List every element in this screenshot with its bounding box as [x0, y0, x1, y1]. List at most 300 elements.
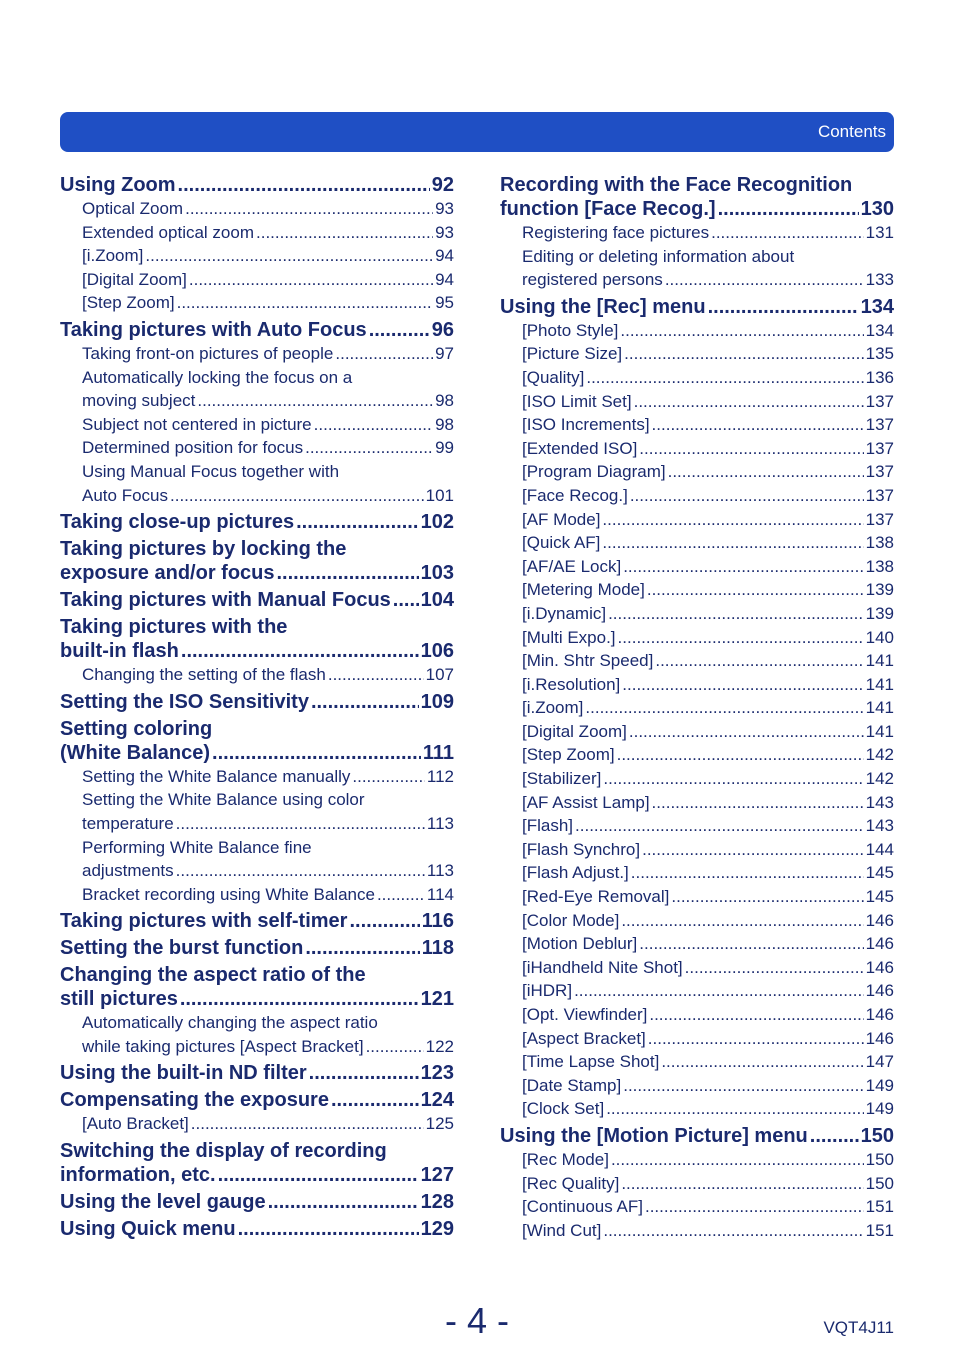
toc-entry-minor[interactable] [82, 221, 454, 245]
toc-entry-page: 106 [420, 640, 454, 663]
dot-leader [647, 578, 864, 602]
toc-entry-title: [Time Lapse Shot] [522, 1052, 660, 1072]
toc-entry-title: [Opt. Viewfinder] [522, 1005, 648, 1024]
dot-leader [603, 767, 863, 791]
toc-entry-minor[interactable] [522, 437, 894, 461]
dot-leader [180, 987, 419, 1011]
dot-leader [191, 1112, 424, 1136]
dot-leader [708, 295, 859, 319]
toc-entry-minor[interactable] [522, 555, 894, 579]
toc-entry-title: [Quality] [522, 367, 585, 387]
toc-entry-page: 93 [435, 199, 454, 218]
toc-entry-page: 107 [425, 665, 454, 685]
toc-entry-page: 144 [865, 839, 894, 859]
toc-entry-major[interactable] [500, 1121, 894, 1148]
dot-leader [311, 690, 419, 714]
toc-entry-title: [Flash Adjust.] [522, 863, 629, 883]
toc-entry-title: adjustments [82, 861, 174, 881]
dot-leader [145, 244, 433, 268]
toc-entry-page: 102 [420, 511, 454, 534]
dot-leader [305, 936, 419, 960]
toc-entry-minor[interactable] [82, 460, 454, 507]
toc-entry-minor[interactable] [522, 1148, 894, 1172]
toc-entry-title: Determined position for focus [82, 438, 304, 458]
toc-entry-page: 146 [865, 1028, 894, 1048]
toc-entry-title: [Auto Bracket] [82, 1114, 189, 1134]
toc-entry-page: 147 [865, 1052, 894, 1072]
toc-entry-page: 141 [865, 721, 894, 741]
document-code: VQT4J11 [823, 1318, 894, 1337]
dot-leader [177, 291, 433, 315]
toc-entry-title: Using Quick menu [60, 1218, 236, 1241]
toc-entry-minor[interactable] [82, 836, 454, 883]
toc-entry-major[interactable] [60, 933, 454, 960]
toc-entry-title: [iHDR] [522, 981, 573, 1001]
toc-entry-page: 141 [865, 674, 894, 694]
toc-entry-page: 137 [865, 438, 894, 458]
toc-entry-minor[interactable] [522, 626, 894, 650]
toc-entry-page: 142 [865, 745, 894, 765]
toc-entry-page: 94 [435, 269, 454, 289]
toc-entry-major[interactable] [60, 1214, 454, 1241]
toc-entry-page: 145 [865, 863, 894, 883]
toc-entry-minor[interactable] [522, 484, 894, 508]
toc-entry-minor[interactable] [522, 342, 894, 366]
toc-entry-page: 98 [435, 414, 454, 434]
toc-entry-minor[interactable] [522, 1027, 894, 1051]
toc-entry-page: 94 [435, 246, 454, 266]
toc-entry-title: (White Balance) [60, 741, 211, 764]
dot-leader [661, 1050, 863, 1074]
toc-entry-page: 124 [420, 1089, 454, 1112]
toc-entry-major[interactable] [500, 170, 894, 221]
toc-entry-minor[interactable] [522, 1219, 894, 1243]
toc-entry-page: 142 [865, 769, 894, 789]
dot-leader [176, 812, 425, 836]
toc-entry-page: 146 [865, 981, 894, 1001]
toc-entry-title: [i.Zoom] [82, 246, 144, 266]
toc-entry-minor[interactable] [82, 765, 454, 789]
dot-leader [639, 932, 863, 956]
dot-leader [212, 741, 421, 765]
toc-right-column [500, 170, 894, 1242]
toc-entry-page: 131 [865, 223, 894, 242]
toc-entry-page: 139 [865, 603, 894, 623]
toc-entry-title: exposure and/or focus [60, 562, 275, 585]
dot-leader [393, 588, 419, 612]
dot-leader [634, 390, 864, 414]
toc-entry-minor[interactable] [82, 883, 454, 907]
toc-entry-page: 137 [865, 415, 894, 435]
toc-entry-title: [Step Zoom] [522, 745, 615, 765]
toc-entry-minor[interactable] [522, 460, 894, 484]
dot-leader [606, 1097, 863, 1121]
toc-entry-page: 113 [426, 813, 454, 833]
toc-entry-title: [AF Mode] [522, 509, 601, 529]
toc-entry-major[interactable] [60, 534, 454, 585]
toc-entry-title: [iHandheld Nite Shot] [522, 957, 683, 977]
toc-entry-minor[interactable] [522, 791, 894, 815]
toc-entry-page: 149 [865, 1099, 894, 1119]
dot-leader [277, 561, 419, 585]
toc-entry-title-first-line: Taking pictures by locking the [60, 538, 347, 561]
dot-leader [238, 1217, 419, 1241]
toc-entry-major[interactable] [60, 1058, 454, 1085]
toc-entry-minor[interactable] [522, 578, 894, 602]
dot-leader [352, 765, 425, 789]
toc-entry-title: Setting the burst function [60, 937, 304, 960]
toc-entry-minor[interactable] [82, 291, 454, 315]
toc-entry-title-first-line: Using Manual Focus together with [82, 461, 340, 481]
toc-entry-title: Taking pictures with self-timer [60, 910, 348, 933]
dot-leader [296, 510, 419, 534]
toc-entry-minor[interactable] [522, 390, 894, 414]
toc-entry-title: Using the level gauge [60, 1191, 266, 1214]
toc-entry-page: 146 [865, 1005, 894, 1024]
toc-entry-page: 112 [426, 766, 454, 786]
dot-leader [218, 1163, 419, 1187]
toc-entry-minor[interactable] [82, 788, 454, 835]
toc-entry-minor[interactable] [82, 268, 454, 292]
dot-leader [349, 909, 419, 933]
dot-leader [623, 555, 863, 579]
dot-leader [648, 1027, 864, 1051]
toc-entry-page: 111 [422, 741, 454, 764]
toc-entry-title: Changing the setting of the flash [82, 665, 326, 685]
toc-entry-minor[interactable] [522, 909, 894, 933]
toc-entry-page: 138 [865, 533, 894, 553]
toc-entry-page: 96 [431, 318, 454, 341]
toc-entry-minor[interactable] [522, 814, 894, 838]
dot-leader [624, 342, 863, 366]
dot-leader [268, 1190, 419, 1214]
toc-entry-title: [AF/AE Lock] [522, 556, 622, 576]
toc-entry-title: information, etc. [60, 1164, 216, 1187]
toc-entry-major[interactable] [60, 585, 454, 612]
toc-left-column [60, 170, 454, 1241]
toc-entry-title: [i.Resolution] [522, 674, 621, 694]
toc-entry-title-first-line: Recording with the Face Recognition [500, 174, 853, 196]
toc-entry-title: Setting the White Balance manually [82, 766, 351, 786]
toc-entry-title: [Motion Deblur] [522, 934, 638, 954]
toc-entry-major[interactable] [60, 906, 454, 933]
toc-entry-title-first-line: Editing or deleting information about [522, 246, 795, 266]
toc-entry-minor[interactable] [522, 1097, 894, 1121]
dot-leader [622, 673, 863, 697]
toc-entry-page: 137 [865, 509, 894, 529]
toc-entry-minor[interactable] [522, 531, 894, 555]
toc-entry-page: 113 [426, 861, 454, 881]
toc-entry-minor[interactable] [82, 663, 454, 687]
toc-entry-minor[interactable] [522, 861, 894, 885]
toc-entry-page: 130 [860, 198, 894, 220]
dot-leader [574, 979, 864, 1003]
toc-entry-title: Taking pictures with Manual Focus [60, 589, 391, 612]
toc-entry-page: 151 [865, 1197, 894, 1217]
dot-leader [629, 720, 864, 744]
toc-entry-title: [Stabilizer] [522, 769, 602, 789]
toc-entry-page: 137 [865, 391, 894, 411]
toc-entry-page: 125 [425, 1114, 454, 1134]
dot-leader [608, 602, 864, 626]
toc-entry-minor[interactable] [522, 720, 894, 744]
toc-entry-major[interactable] [60, 1085, 454, 1112]
toc-entry-title: [Rec Quality] [522, 1173, 620, 1193]
dot-leader [170, 484, 424, 508]
toc-entry-major[interactable] [60, 1187, 454, 1214]
toc-entry-page: 99 [435, 438, 454, 458]
dot-leader [305, 436, 433, 460]
dot-leader [621, 1172, 863, 1196]
dot-leader [631, 861, 864, 885]
toc-entry-page: 145 [865, 887, 894, 907]
header-bar [60, 112, 894, 152]
toc-entry-page: 137 [865, 462, 894, 482]
toc-entry-minor[interactable] [522, 649, 894, 673]
toc-entry-major[interactable] [60, 170, 454, 197]
toc-entry-minor[interactable] [522, 743, 894, 767]
dot-leader [620, 319, 863, 343]
toc-entry-title: [ISO Limit Set] [522, 391, 632, 411]
toc-entry-page: 118 [421, 937, 454, 960]
dot-leader [665, 268, 864, 292]
toc-entry-title: moving subject [82, 391, 196, 411]
toc-entry-page: 139 [865, 580, 894, 600]
toc-entry-title: temperature [82, 813, 174, 833]
toc-entry-title: Using Zoom [60, 174, 176, 196]
toc-entry-title-first-line: Setting the White Balance using color [82, 790, 365, 810]
toc-entry-minor[interactable] [522, 319, 894, 343]
toc-entry-page: 143 [865, 792, 894, 812]
dot-leader [603, 1219, 863, 1243]
dot-leader [585, 696, 863, 720]
toc-entry-title: Taking close-up pictures [60, 511, 295, 534]
dot-leader [586, 366, 863, 390]
toc-entry-page: 141 [865, 651, 894, 671]
toc-entry-page: 92 [431, 174, 454, 196]
toc-entry-minor[interactable] [522, 838, 894, 862]
dot-leader [630, 484, 864, 508]
toc-entry-major[interactable] [60, 687, 454, 714]
toc-entry-title-first-line: Switching the display of recording [60, 1140, 387, 1163]
toc-entry-page: 137 [865, 485, 894, 505]
toc-entry-title: function [Face Recog.] [500, 198, 716, 220]
toc-entry-minor[interactable] [522, 956, 894, 980]
toc-entry-title-first-line: Automatically locking the focus on a [82, 367, 353, 387]
dot-leader [314, 413, 433, 437]
dot-leader [335, 342, 433, 366]
toc-entry-page: 149 [865, 1075, 894, 1095]
toc-entry-minor[interactable] [522, 932, 894, 956]
toc-entry-page: 104 [420, 589, 454, 612]
dot-leader [575, 814, 864, 838]
toc-entry-page: 140 [865, 627, 894, 647]
dot-leader [178, 173, 430, 197]
toc-entry-minor[interactable] [82, 366, 454, 413]
toc-entry-page: 134 [865, 320, 894, 340]
toc-entry-title: while taking pictures [Aspect Bracket] [82, 1036, 364, 1056]
toc-entry-title: [ISO Increments] [522, 415, 650, 435]
toc-entry-page: 146 [865, 934, 894, 954]
toc-entry-major[interactable] [60, 612, 454, 663]
toc-entry-minor[interactable] [82, 1011, 454, 1058]
toc-entry-page: 123 [420, 1062, 454, 1085]
dot-leader [718, 197, 859, 221]
toc-entry-page: 136 [865, 367, 894, 387]
toc-entry-title: [Multi Expo.] [522, 627, 616, 647]
toc-entry-page: 93 [435, 222, 454, 242]
toc-entry-major[interactable] [500, 292, 894, 319]
dot-leader [668, 460, 864, 484]
toc-entry-page: 116 [421, 910, 454, 933]
toc-entry-title: Taking front-on pictures of people [82, 343, 334, 363]
toc-entry-title: [Date Stamp] [522, 1075, 622, 1095]
toc-entry-major[interactable] [60, 1136, 454, 1187]
toc-entry-minor[interactable] [522, 413, 894, 437]
toc-entry-title: still pictures [60, 988, 178, 1011]
toc-entry-minor[interactable] [522, 673, 894, 697]
toc-entry-minor[interactable] [522, 767, 894, 791]
toc-entry-page: 146 [865, 910, 894, 930]
toc-entry-page: 133 [865, 270, 894, 290]
toc-entry-title: [Quick AF] [522, 533, 601, 553]
toc-entry-major[interactable] [60, 315, 454, 342]
toc-entry-title: [i.Dynamic] [522, 603, 607, 623]
toc-entry-minor[interactable] [82, 244, 454, 268]
toc-entry-page: 138 [865, 556, 894, 576]
toc-entry-minor[interactable] [82, 1112, 454, 1136]
toc-entry-page: 95 [435, 293, 454, 313]
toc-entry-title: Optical Zoom [82, 199, 184, 218]
dot-leader [617, 743, 864, 767]
dot-leader [366, 1035, 424, 1059]
toc-entry-page: 141 [865, 698, 894, 718]
toc-entry-title: registered persons [522, 270, 663, 290]
dot-leader [197, 389, 433, 413]
dot-leader [639, 437, 863, 461]
dot-leader [328, 663, 424, 687]
toc-entry-title: Compensating the exposure [60, 1089, 329, 1112]
toc-entry-page: 98 [435, 391, 454, 411]
toc-entry-title: [i.Zoom] [522, 698, 584, 718]
toc-entry-minor[interactable] [522, 602, 894, 626]
toc-entry-title: Using the built-in ND filter [60, 1062, 307, 1085]
toc-entry-page: 143 [865, 816, 894, 836]
toc-entry-title-first-line: Changing the aspect ratio of the [60, 964, 366, 987]
toc-entry-title: [Photo Style] [522, 320, 619, 340]
toc-entry-page: 97 [435, 343, 454, 363]
toc-entry-page: 121 [420, 988, 454, 1011]
toc-entry-title: [Color Mode] [522, 910, 620, 930]
toc-entry-major[interactable] [60, 507, 454, 534]
toc-entry-page: 135 [865, 344, 894, 364]
toc-entry-title: Extended optical zoom [82, 222, 254, 242]
toc-entry-page: 129 [420, 1218, 454, 1241]
toc-entry-page: 150 [865, 1173, 894, 1193]
dot-leader [652, 791, 864, 815]
dot-leader [185, 197, 433, 221]
toc-entry-title: [Digital Zoom] [82, 269, 187, 289]
header-title: Contents [817, 122, 886, 141]
dot-leader [655, 649, 863, 673]
toc-entry-title-first-line: Performing White Balance fine [82, 837, 312, 857]
toc-entry-minor[interactable] [522, 366, 894, 390]
toc-entry-title: Auto Focus [82, 485, 168, 505]
toc-entry-title: Subject not centered in picture [82, 414, 312, 434]
toc-entry-title: [Picture Size] [522, 344, 623, 364]
toc-entry-page: 103 [420, 562, 454, 585]
toc-entry-minor[interactable] [522, 1050, 894, 1074]
toc-entry-minor[interactable] [522, 979, 894, 1003]
toc-entry-title: [Digital Zoom] [522, 721, 627, 741]
toc-entry-title-first-line: Automatically changing the aspect ratio [82, 1013, 378, 1033]
toc-entry-major[interactable] [60, 714, 454, 765]
toc-entry-page: 151 [865, 1220, 894, 1240]
toc-entry-title: Taking pictures with Auto Focus [60, 318, 367, 341]
toc-entry-page: 128 [420, 1191, 454, 1214]
toc-entry-title: [Metering Mode] [522, 580, 645, 600]
dot-leader [645, 1195, 864, 1219]
toc-entry-title: [Face Recog.] [522, 485, 628, 505]
dot-leader [331, 1088, 419, 1112]
dot-leader [309, 1061, 419, 1085]
toc-entry-title: [Aspect Bracket] [522, 1028, 646, 1048]
toc-entry-title: Bracket recording using White Balance [82, 884, 375, 904]
toc-entry-minor[interactable] [82, 197, 454, 221]
dot-leader [711, 221, 864, 245]
toc-entry-minor[interactable] [82, 342, 454, 366]
toc-entry-title: Registering face pictures [522, 223, 710, 242]
toc-entry-title: [Step Zoom] [82, 293, 175, 313]
dot-leader [685, 956, 864, 980]
toc-entry-minor[interactable] [82, 436, 454, 460]
toc-entry-title-first-line: Setting coloring [60, 717, 213, 740]
dot-leader [649, 1003, 863, 1027]
toc-entry-minor[interactable] [522, 696, 894, 720]
dot-leader [611, 1148, 864, 1172]
toc-entry-major[interactable] [60, 960, 454, 1011]
toc-entry-title: [Min. Shtr Speed] [522, 651, 654, 671]
toc-entry-title: [Continuous AF] [522, 1197, 643, 1217]
toc-entry-title: [Clock Set] [522, 1099, 605, 1119]
toc-entry-title: [Extended ISO] [522, 438, 638, 458]
toc-entry-minor[interactable] [522, 1003, 894, 1027]
dot-leader [652, 413, 864, 437]
toc-entry-title: [Program Diagram] [522, 462, 666, 482]
toc-entry-minor[interactable] [522, 1195, 894, 1219]
dot-leader [618, 626, 864, 650]
toc-entry-minor[interactable] [522, 508, 894, 532]
toc-entry-minor[interactable] [522, 221, 894, 245]
dot-leader [810, 1124, 859, 1148]
toc-entry-minor[interactable] [522, 1074, 894, 1098]
toc-entry-page: 146 [865, 957, 894, 977]
toc-entry-minor[interactable] [82, 413, 454, 437]
toc-entry-minor[interactable] [522, 1172, 894, 1196]
dot-leader [602, 531, 863, 555]
dot-leader [369, 318, 430, 342]
dot-leader [377, 883, 425, 907]
toc-entry-title: Using the [Rec] menu [500, 295, 706, 318]
toc-entry-minor[interactable] [522, 885, 894, 909]
toc-entry-title: built-in flash [60, 640, 179, 663]
toc-entry-page: 150 [865, 1149, 894, 1169]
dot-leader [256, 221, 433, 245]
toc-entry-title: [AF Assist Lamp] [522, 792, 650, 812]
toc-entry-minor[interactable] [522, 245, 894, 292]
toc-entry-page: 114 [426, 884, 454, 904]
toc-entry-page: 134 [860, 295, 894, 318]
